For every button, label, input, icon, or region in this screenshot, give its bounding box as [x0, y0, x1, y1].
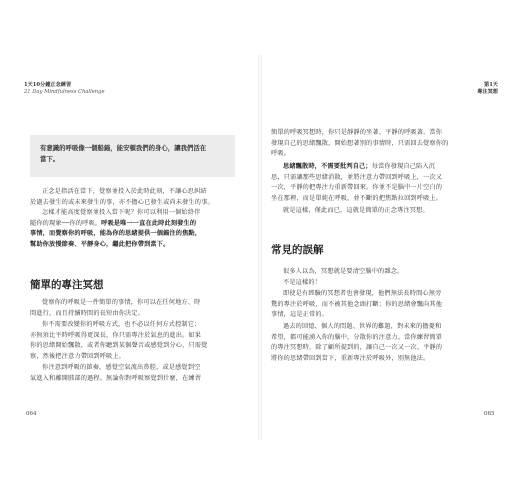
text-line: 事情，這是正常的。	[271, 311, 329, 318]
running-head-topic: 專注冥想	[477, 89, 498, 95]
right-running-head	[477, 82, 498, 96]
text-line: 的專注冥想時，除了顧所提到的，讓自己一次又一次、平靜的	[271, 344, 443, 351]
left-paragraph-3	[30, 298, 244, 319]
left-page-number: 064	[26, 411, 37, 417]
left-paragraph-1	[30, 187, 244, 208]
emphasis-line: 幫助你放慢節奏、平靜身心，繼此把你帶到當下。	[30, 240, 170, 248]
text-line: 氣進入和離開肺部的過程。無論你對呼吸察覺到什麼，在練習	[30, 374, 202, 382]
right-paragraph-7	[271, 322, 493, 364]
left-paragraph-5	[30, 363, 244, 384]
emphasis-text: 呼吸是唯一一直在此時此刻發生的	[101, 219, 197, 227]
text-line: 思，只需讓那些思緒消散，並將注意力帶回到呼吸上，一次又	[271, 173, 443, 181]
text-line: 怎樣才能高度覺察並投入當下呢？你可以利用一個始終伴	[42, 209, 201, 216]
text-line: 很多人以為，冥想就是要清空腦中的雜念。	[283, 268, 404, 275]
text-line: 過去的回憶、個人的問題、世界的難題，對未來的擔憂和	[283, 323, 442, 330]
text-line: 你的思緒開始飄散，或者你聽到某個聲音或感覺到分心，只需覺	[30, 342, 208, 349]
text-line: 希望，都可能湧入你的腦中，分散你的注意力。當你練習簡單	[271, 333, 443, 341]
callout-line: 當下。	[40, 155, 60, 163]
right-paragraph-2	[271, 162, 493, 204]
text-line: 一次，平靜的把專注力重新帶回來。你並不是腦中一片空白的	[271, 184, 443, 191]
running-head-title: 1天10分鐘正念練習	[24, 82, 72, 88]
right-paragraph-1	[271, 128, 493, 160]
left-paragraph-4	[30, 320, 244, 362]
text-line: 間進行，而且持續時間的長短由你決定。	[30, 309, 145, 317]
text-line: 就是這樣，僅此而已，這就是簡單的正念專注冥想。	[283, 207, 429, 214]
section-heading-common-misconceptions: 常見的誤解	[271, 244, 324, 256]
running-head-subtitle: 21 Day Mindfulness Challenge	[24, 89, 105, 95]
text-line: 呼吸。	[271, 150, 291, 157]
text-line: 騖的專注於呼吸，而不被其他念頭打斷；你的思緒會飄向其他	[271, 300, 443, 308]
right-page-number: 065	[484, 411, 495, 417]
text-line: 你注意到呼吸的節奏，感覺空氣流出鼻腔，或是感覺到空	[42, 364, 201, 371]
right-paragraph-4	[271, 267, 493, 278]
text-line: 將你的思緒帶回到當下，重新專注於呼吸外，別無他法。	[271, 354, 430, 362]
callout-line: 有意識的呼吸像一個船錨，能安頓我們的身心，讓我們活在	[40, 144, 207, 152]
left-paragraph-2	[30, 208, 244, 250]
text-line: 不是這樣的！	[283, 279, 322, 286]
section-heading-simple-meditation: 簡單的專注冥想	[30, 279, 104, 291]
text-line: 於過去發生的或未來發生的事，亦不擔心已發生或尚未發生的事。	[30, 198, 214, 206]
text-line: 坐在那裡，而是單純在呼吸，並不斷的把焦點拉回到呼吸上。	[271, 194, 443, 202]
text-span: 隨你的現象──你的呼吸。	[30, 219, 102, 227]
text-line: 覺察你的呼吸是一件簡單的事情，你可以在任何地方、時	[42, 299, 201, 306]
text-line: 你不需要改變你的呼吸方式，也不必以任何方式控制它；	[42, 321, 201, 328]
text-line: 正念是指活在當下，覺察並投入於此時此刻，不讓心思糾結	[42, 188, 207, 195]
emphasis-text: 思緒飄散時，不需要批判自己；	[283, 163, 372, 170]
key-quote-callout	[30, 135, 235, 177]
emphasis-line: 事情，而覺察你的呼吸，能為你的思緒提供一個錨注的焦點，	[30, 230, 202, 237]
left-running-head	[24, 82, 105, 96]
text-line: 亦無須比平時呼吸得更深長，你只需專注於氣息的進出。如果	[30, 331, 202, 339]
right-paragraph-5	[271, 278, 493, 289]
text-line: 簡單的呼吸冥想時，你只是靜靜的坐著、平靜的呼吸著。當你	[271, 129, 443, 136]
text-line: 察，然後把注意力帶回到呼吸上。	[30, 352, 126, 360]
running-head-day: 第1天	[484, 82, 498, 88]
text-line	[30, 219, 244, 230]
text-span: 每當你發現自己陷入沉	[371, 163, 436, 170]
text-line: 發現自己的思緒飄散，開始想著別的事情時，只需回去覺察你的	[271, 139, 449, 147]
text-line	[271, 162, 493, 173]
right-paragraph-6	[271, 289, 493, 321]
text-line: 即使是有經驗的冥想者也會發現，他們無法長時間心無旁	[283, 290, 442, 297]
right-paragraph-3	[271, 206, 493, 217]
